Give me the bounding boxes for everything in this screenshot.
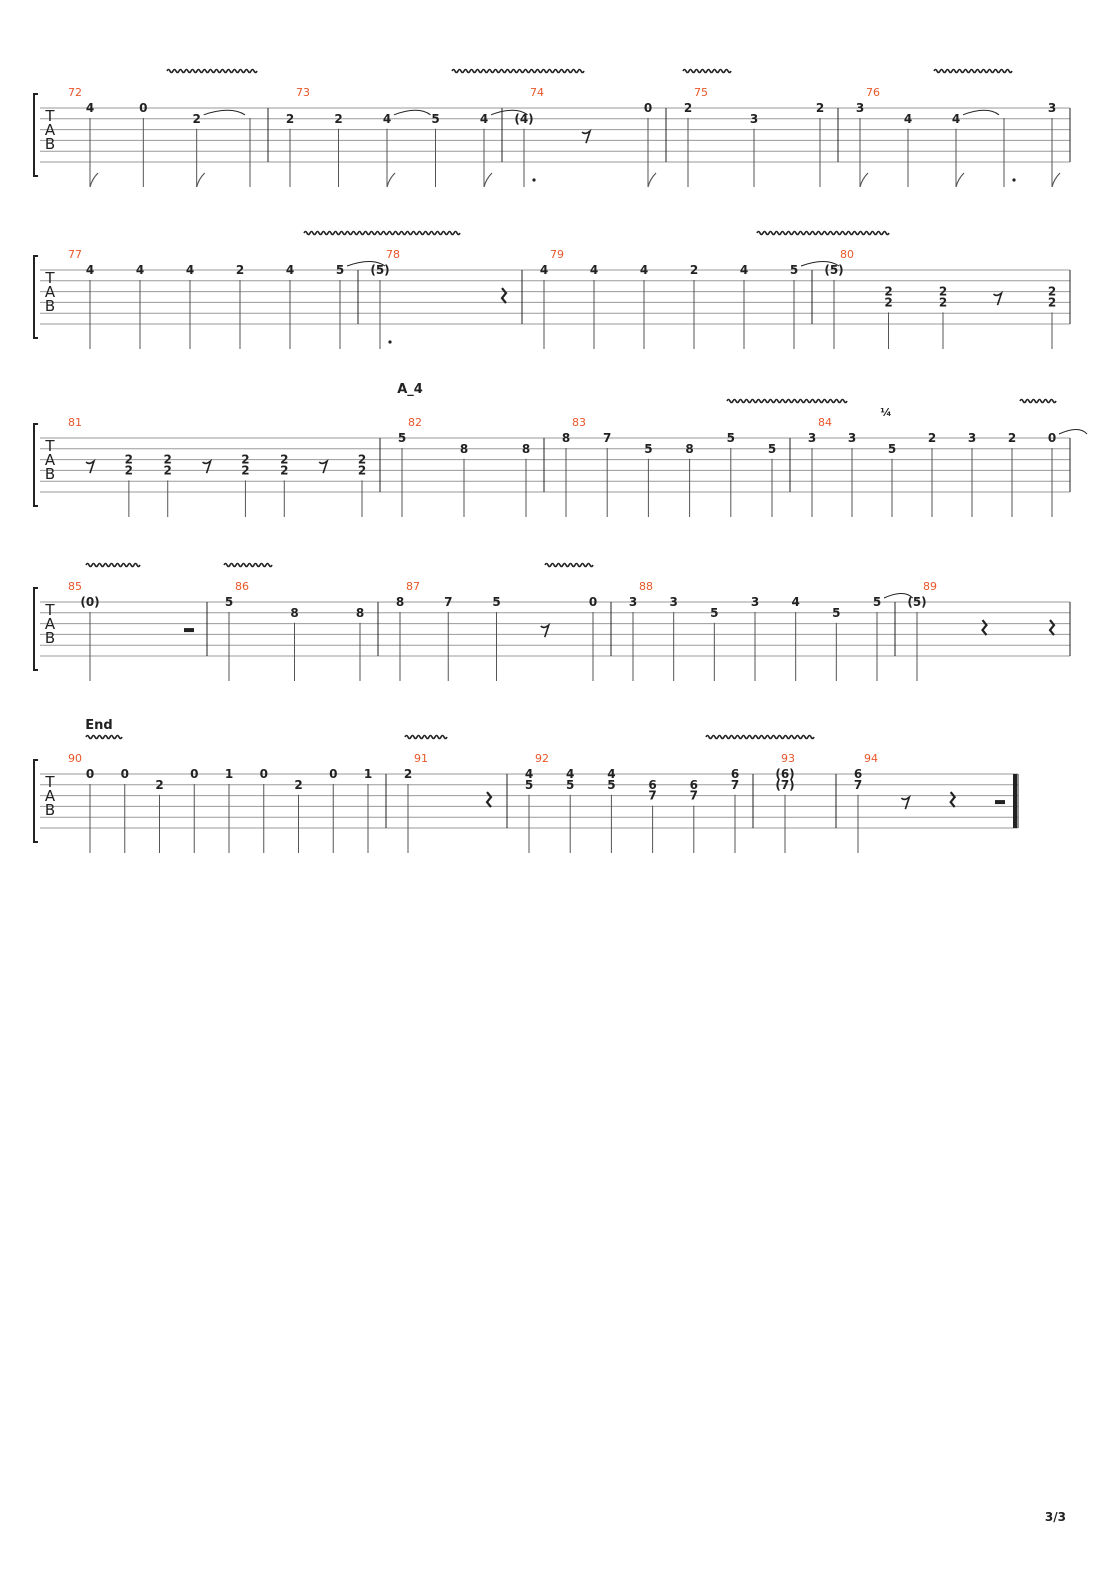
fret-number: 4 — [285, 263, 295, 277]
note-flag — [956, 173, 964, 187]
half-rest — [184, 628, 194, 632]
tie-arc — [204, 110, 245, 115]
measure-number: 76 — [866, 86, 880, 99]
fret-number: 2 — [163, 452, 172, 467]
system-bracket — [34, 760, 38, 842]
fret-number: 4 — [539, 263, 549, 277]
fret-number: 5 — [566, 777, 575, 792]
fret-number: 2 — [192, 111, 201, 126]
fret-number: 3 — [1047, 101, 1057, 115]
measure-number: 86 — [235, 580, 249, 593]
fret-number: 2 — [403, 767, 413, 781]
fret-number: 7 — [444, 595, 453, 609]
fret-number: 5 — [397, 431, 407, 445]
fret-number: 5 — [767, 441, 777, 456]
fret-number: 7 — [689, 788, 698, 803]
fret-number: (6) — [775, 767, 795, 781]
eighth-rest — [86, 461, 94, 473]
system-bracket — [34, 588, 38, 670]
vibrato-mark — [167, 70, 257, 73]
vibrato-mark — [706, 736, 814, 739]
fret-number: 0 — [329, 767, 338, 781]
tab-clef-letter: A — [44, 615, 56, 633]
tab-clef-letter: B — [44, 629, 56, 647]
fret-number: 2 — [815, 101, 825, 115]
fret-number: 2 — [163, 463, 172, 478]
duration-dot — [388, 340, 391, 343]
fret-number: 3 — [855, 101, 865, 115]
duration-dot — [1012, 178, 1015, 181]
tab-clef-letter: B — [44, 801, 56, 819]
vibrato-mark — [727, 400, 847, 403]
fret-number: 8 — [290, 605, 299, 620]
tab-clef-letter: T — [45, 773, 55, 791]
fret-number: 3 — [749, 111, 759, 126]
fret-number: 8 — [355, 605, 365, 620]
fret-number: (4) — [514, 111, 534, 126]
measure-number: 91 — [414, 752, 428, 765]
fret-number: 3 — [807, 431, 817, 445]
fret-number: 2 — [884, 284, 893, 299]
fret-number: 0 — [1047, 431, 1057, 445]
vibrato-mark — [304, 232, 460, 235]
fret-number: 6 — [689, 777, 698, 792]
tab-clef-letter: A — [44, 121, 56, 139]
measure-number: 77 — [68, 248, 82, 261]
measure-number: 87 — [406, 580, 420, 593]
fret-number: 0 — [588, 595, 598, 609]
fret-number: 5 — [607, 777, 616, 792]
fret-number: 2 — [280, 463, 289, 478]
vibrato-mark — [86, 564, 140, 567]
fret-number: 2 — [155, 777, 164, 792]
fret-number: 4 — [589, 263, 599, 277]
measure-number: 82 — [408, 416, 422, 429]
vibrato-mark — [86, 736, 122, 739]
fret-number: 2 — [285, 111, 295, 126]
fret-number: 6 — [730, 767, 740, 781]
fret-number: 5 — [872, 595, 882, 609]
fret-number: 3 — [669, 595, 678, 609]
section-label: A_4 — [397, 382, 423, 397]
tie-arc — [1059, 430, 1087, 435]
fret-number: 8 — [561, 431, 571, 445]
tab-clef-letter: A — [44, 451, 56, 469]
tab-clef-letter: A — [44, 787, 56, 805]
vibrato-mark — [683, 70, 731, 73]
fret-number: 2 — [241, 452, 250, 467]
quarter-rest — [951, 792, 955, 807]
measure-number: 74 — [530, 86, 544, 99]
fret-number: 6 — [648, 777, 657, 792]
fret-number: (5) — [370, 263, 390, 277]
fret-number: 7 — [853, 777, 863, 792]
fret-number: 8 — [395, 595, 405, 609]
fret-number: 4 — [135, 263, 145, 277]
fret-number: 2 — [938, 295, 948, 310]
fret-number: 2 — [938, 284, 948, 299]
tab-clef-letter: T — [45, 601, 55, 619]
measure-number: 90 — [68, 752, 82, 765]
fret-number: (7) — [775, 777, 795, 792]
measure-number: 78 — [386, 248, 400, 261]
fret-number: 0 — [85, 767, 95, 781]
fret-number: 5 — [726, 431, 735, 445]
note-flag — [648, 173, 656, 187]
tab-clef-letter: B — [44, 297, 56, 315]
fret-number: 4 — [607, 767, 616, 781]
fret-number: 0 — [190, 767, 199, 781]
system-bracket — [34, 94, 38, 176]
fret-number: 2 — [241, 463, 250, 478]
fret-number: 4 — [85, 263, 95, 277]
fret-number: 2 — [1047, 295, 1057, 310]
tie-arc — [963, 110, 999, 115]
vibrato-mark — [934, 70, 1012, 73]
fret-number: 2 — [124, 463, 134, 478]
tab-clef-letter: A — [44, 283, 56, 301]
fret-number: 2 — [357, 452, 367, 467]
note-flag — [387, 173, 395, 187]
fret-number: 3 — [750, 595, 760, 609]
page-number: 3/3 — [1044, 1510, 1066, 1524]
measure-number: 83 — [572, 416, 586, 429]
fret-number: 4 — [639, 263, 649, 277]
tab-clef-letter: T — [45, 269, 55, 287]
tie-arc — [394, 110, 431, 115]
fret-number: 0 — [120, 767, 129, 781]
quarter-rest — [1050, 620, 1054, 635]
fret-number: 2 — [689, 263, 699, 277]
fret-number: 2 — [357, 463, 367, 478]
vibrato-mark — [405, 736, 447, 739]
vibrato-mark — [224, 564, 272, 567]
fret-number: 0 — [643, 101, 653, 115]
tab-clef-letter: B — [44, 135, 56, 153]
fret-number: 2 — [884, 295, 893, 310]
vibrato-mark — [1020, 400, 1056, 403]
measure-number: 85 — [68, 580, 82, 593]
fret-number: 2 — [280, 452, 289, 467]
note-flag — [860, 173, 868, 187]
duration-dot — [532, 178, 535, 181]
fret-number: 3 — [628, 595, 638, 609]
measure-number: 73 — [296, 86, 310, 99]
fret-number: 4 — [185, 263, 195, 277]
tab-clef-letter: B — [44, 465, 56, 483]
fret-number: 4 — [382, 111, 392, 126]
section-label: End — [85, 718, 113, 733]
fret-number: 8 — [685, 441, 694, 456]
tab-clef-letter: T — [45, 107, 55, 125]
fret-number: (0) — [80, 595, 100, 609]
fret-number: 4 — [951, 111, 961, 126]
fret-number: 2 — [124, 452, 134, 467]
text-layer — [44, 86, 1056, 819]
bend-label: ¼ — [880, 406, 892, 419]
measure-number: 80 — [840, 248, 854, 261]
half-rest — [995, 800, 1005, 804]
quarter-rest — [502, 288, 506, 303]
fret-number: 4 — [739, 263, 749, 277]
fret-number: 4 — [566, 767, 575, 781]
fret-number: 4 — [903, 111, 913, 126]
fret-number: 8 — [459, 441, 469, 456]
fret-number: 5 — [789, 263, 799, 277]
measure-number: 92 — [535, 752, 549, 765]
fret-number: 5 — [887, 441, 897, 456]
fret-number: 5 — [524, 777, 534, 792]
eighth-rest — [582, 131, 590, 143]
eighth-rest — [994, 293, 1002, 305]
measure-number: 94 — [864, 752, 878, 765]
marks-layer — [86, 70, 1087, 854]
fret-number: 0 — [259, 767, 268, 781]
measure-number: 81 — [68, 416, 82, 429]
fret-number: 2 — [294, 777, 303, 792]
fret-number: 5 — [832, 605, 841, 620]
fret-number: 5 — [644, 441, 653, 456]
fret-number: (5) — [824, 263, 844, 277]
vibrato-mark — [452, 70, 584, 73]
fret-number: 6 — [853, 767, 863, 781]
quarter-rest — [983, 620, 987, 635]
fret-number: 2 — [927, 431, 937, 445]
measure-number: 72 — [68, 86, 82, 99]
fret-number: 4 — [791, 595, 800, 609]
note-flag — [90, 173, 98, 187]
fret-number: 2 — [334, 111, 343, 126]
fret-number: 1 — [224, 767, 234, 781]
fret-number: 2 — [683, 101, 693, 115]
eighth-rest — [541, 625, 549, 637]
system-bracket — [34, 256, 38, 338]
eighth-rest — [319, 461, 327, 473]
fret-number: 0 — [139, 101, 148, 115]
fret-number: 5 — [492, 595, 501, 609]
fret-number: (5) — [907, 595, 927, 609]
eighth-rest — [901, 797, 909, 809]
measure-number: 88 — [639, 580, 653, 593]
fret-number: 1 — [363, 767, 373, 781]
tab-clef-letter: T — [45, 437, 55, 455]
note-flag — [197, 173, 205, 187]
fret-number: 5 — [710, 605, 719, 620]
fret-number: 2 — [235, 263, 245, 277]
fret-number: 8 — [521, 441, 531, 456]
quarter-rest — [487, 792, 491, 807]
fret-number: 3 — [847, 431, 857, 445]
staff-layer — [34, 94, 1070, 842]
fret-number: 4 — [85, 101, 95, 115]
vibrato-mark — [545, 564, 593, 567]
fret-number: 3 — [967, 431, 977, 445]
eighth-rest — [203, 461, 211, 473]
vibrato-mark — [757, 232, 889, 235]
measure-number: 84 — [818, 416, 832, 429]
fret-number: 5 — [431, 111, 440, 126]
fret-number: 2 — [1007, 431, 1017, 445]
system-bracket — [34, 424, 38, 506]
fret-number: 4 — [524, 767, 534, 781]
fret-number: 5 — [224, 595, 234, 609]
measure-number: 79 — [550, 248, 564, 261]
fret-number: 5 — [335, 263, 345, 277]
note-flag — [1052, 173, 1060, 187]
note-flag — [484, 173, 492, 187]
measure-number: 75 — [694, 86, 708, 99]
fret-number: 7 — [730, 777, 740, 792]
fret-number: 7 — [648, 788, 657, 803]
fret-number: 2 — [1047, 284, 1057, 299]
fret-number: 7 — [603, 431, 612, 445]
measure-number: 89 — [923, 580, 937, 593]
fret-number: 4 — [479, 111, 489, 126]
measure-number: 93 — [781, 752, 795, 765]
